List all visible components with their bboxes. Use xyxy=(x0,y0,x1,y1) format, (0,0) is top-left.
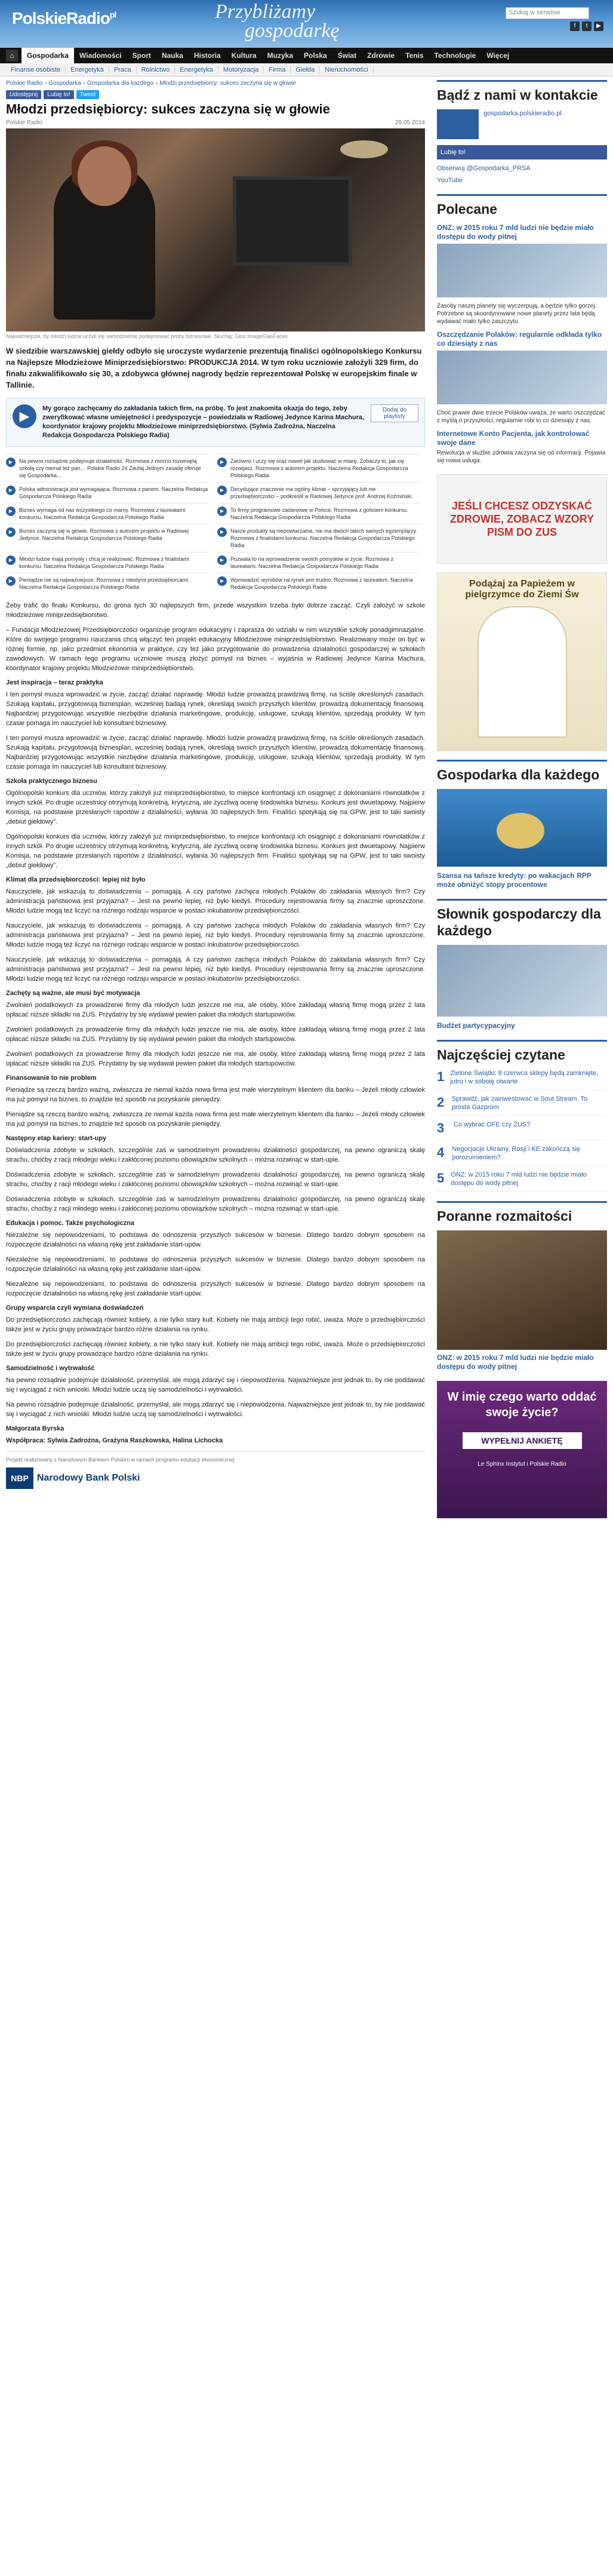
list-item[interactable] xyxy=(437,1021,607,1030)
fb-like-button[interactable]: Lubię to! xyxy=(437,145,607,159)
news-image xyxy=(437,244,607,297)
nav-item-muzyka[interactable]: Muzyka xyxy=(267,51,294,60)
search-input[interactable]: Szukaj w serwisie xyxy=(506,7,589,19)
audio-item[interactable] xyxy=(217,503,420,524)
gospodarka-title: Gospodarka dla każdego xyxy=(437,767,600,782)
slownik-image xyxy=(437,945,607,1017)
paragraph: Doświadczenia zdobyte w szkołach, szczególnie zaś w samodzielnym prowadzeniu działalności gospodarczej, na pewno ograniczą skalę strachu, choćby z racji młodego wieku i zakłóconej poziomu obowiązków szkolnych – można rozwinąć w start-upie. xyxy=(6,1171,425,1188)
tagline xyxy=(215,2,340,41)
poranne-box xyxy=(437,1201,607,1371)
news-title[interactable]: Budżet partycypacyjny xyxy=(437,1021,515,1030)
news-title[interactable]: ONZ: w 2015 roku 7 mld ludzi nie będzie miało dostępu do wody pitnej xyxy=(437,223,594,241)
tweet-button[interactable]: Tweet xyxy=(76,90,100,99)
slownik-box xyxy=(437,899,607,1030)
audio-item-text: Wprowadzić wyrobów na rynek jest trudno. Rozmowa z laureatem. Naczelna Redakcja Gospodarcza Polskiego Radia xyxy=(230,577,413,590)
section-heading: Finansowanie to nie problem xyxy=(6,1074,97,1082)
subnav-item[interactable]: Giełda xyxy=(291,66,320,73)
nbp-abbr: NBP xyxy=(6,1467,33,1489)
nav-item-gospodarka[interactable]: Gospodarka xyxy=(21,48,74,63)
czytane-title: Najczęściej czytane xyxy=(437,1047,565,1063)
audio-item[interactable] xyxy=(217,482,420,503)
subnav-item[interactable]: Energetyka xyxy=(175,66,218,73)
breadcrumb-item[interactable]: Polskie Radio xyxy=(6,80,43,87)
tagline-line1: Przybliżamy xyxy=(215,1,316,23)
pope-figure xyxy=(478,606,567,738)
twitter-icon[interactable]: t xyxy=(582,22,592,31)
section-heading: Następny etap kariery: start-upy xyxy=(6,1135,107,1142)
news-title[interactable]: Szansa na tańsze kredyty: po wakacjach RPP może obniżyć stopy procentowe xyxy=(437,871,592,889)
list-item[interactable] xyxy=(437,429,607,465)
news-desc: Zasoby naszej planety się wyczerpują, a będzie tylko gorzej. Potrzebne są skoordynowane nowe planety przez lata będą wydawać mało tylko zaszczytu. xyxy=(437,303,597,325)
paragraph: Ogólnopolski konkurs dla uczniów, którzy założyli już miniprzedsiębiorstwo, to miejsce konfrontacji ich osiągnięć z dokonaniami równolatków z innych szkół. Po drugie uczestnicy otrzymują konkretną, krytyczną, ale życzliwą ocenę środowiska biznesu. Konkurs jest dwuetapowy. Najpierw Komisja, na podstawie przesłanych raportów z działalności, wyłania 30 najlepszych firm. Finaliści spotykają się na GPW, jest to taki swoisty „debiut giełdowy”. xyxy=(6,790,425,825)
gospodarka-box xyxy=(437,760,607,889)
paragraph: I ten pomysł musza wprowadzić w życie, zacząć działać naprawdę. Młodzi ludzie prowadzą prawdziwą firmę, na ściśle określonych zasadach. Szukają kapitału, przygotowują biznesplan, wcześniej badają rynek, określają swoich przyszłych klientów, prowadzą dokumentację finansową. Najbardziej przygotowując wszystkie niezbędne działania marketingowe, produkcję, usługowe, szukają klientów, sprzedają produkty. W tym czasie pomaga im nauczyciel lub konsultant biznesowy. xyxy=(6,735,425,770)
home-icon[interactable]: ⌂ xyxy=(6,50,18,62)
logo-suffix: pl xyxy=(109,10,116,20)
play-icon[interactable]: ▶ xyxy=(6,555,16,565)
audio-item-text: Polska administracja jest wymagająca. Rozmowa z panem. Naczelna Redakcja Gospodarcza Polskiego Radia xyxy=(19,486,208,499)
survey-ad[interactable] xyxy=(437,1381,607,1518)
subnav-item[interactable]: Energetyka xyxy=(66,66,109,73)
rank-number: 1 xyxy=(437,1069,445,1084)
nav-item-wiecej[interactable]: Więcej xyxy=(486,51,510,60)
paragraph: Niezależne się nepowodzeniami, to podstawa do odnoszenia przyszłych sukcesów w biznesie. Dlatego bardzo dobrym sposobem na rozpoczęcie działalności na własną rękę jest zakładanie start-upów. xyxy=(6,1232,425,1248)
section-heading: Edukacja i pomoc. Także psychologiczna xyxy=(6,1220,134,1227)
list-item[interactable] xyxy=(437,871,607,889)
news-title[interactable]: Internetowe Konto Pacjenta, jak kontrolować swoje dane xyxy=(437,429,590,447)
audio-item[interactable] xyxy=(217,573,420,594)
contact-link[interactable]: gospodarka.polskieradio.pl xyxy=(483,110,562,117)
list-item[interactable] xyxy=(437,1171,607,1192)
main-nav xyxy=(0,48,613,63)
list-item[interactable] xyxy=(437,1353,607,1371)
fill-survey-button[interactable]: WYPEŁNIJ ANKIETĘ xyxy=(463,1432,582,1449)
news-title[interactable]: ONZ: w 2015 roku 7 mld ludzi nie będzie miało dostępu do wody pitnej xyxy=(437,1353,594,1371)
breadcrumb: Polskie Radio › Gospodarka › Gospodarka dla każdego › Młodzi przedsiębiorcy: sukces zaczyna się w głowie xyxy=(6,80,297,87)
youtube-icon[interactable]: ▶ xyxy=(594,22,603,31)
header xyxy=(0,0,613,48)
add-to-playlist-button[interactable]: Dodaj do playlisty xyxy=(371,404,418,422)
sub-nav xyxy=(0,63,613,76)
audio-item[interactable] xyxy=(6,573,209,594)
coin-shape xyxy=(497,813,544,849)
play-icon[interactable]: ▶ xyxy=(217,506,227,516)
audio-list xyxy=(6,454,425,594)
news-desc: Rewolucja w służbie zdrowia zaczyna się od informacji. Pojawia się nowa usługa. xyxy=(437,450,606,464)
contact-title: Bądź z nami w kontakcie xyxy=(437,87,598,103)
contact-card[interactable] xyxy=(437,109,607,139)
coin-image xyxy=(437,789,607,867)
content-layout xyxy=(0,76,613,1518)
article-date: 29.05.2014 xyxy=(395,119,425,126)
play-icon[interactable]: ▶ xyxy=(217,555,227,565)
person-head xyxy=(78,146,131,206)
audio-item-text: Biznes wymaga od nas wszystkiego co mamy. Rozmowa z laureatami konkursu, Naczelna Redakcja Gospodarcza Polskiego Radia xyxy=(19,507,186,520)
list-item[interactable] xyxy=(437,1145,607,1166)
logo-text: PolskieRadio xyxy=(12,9,110,27)
play-icon[interactable]: ▶ xyxy=(217,527,227,537)
nav-item-swiat[interactable]: Świat xyxy=(337,51,357,60)
paragraph: Na pewno rozsądnie podejmuje działalność, przemyślał, ale mogą zdarzyć się i niepowodzenia. Najważniejsze jest jednak to, by nie poddawać się i wyciągać z nich wnioski. Młodzi ludzie uczą się samodzielności i wytrwałości. xyxy=(6,1401,425,1418)
partner-box xyxy=(6,1451,425,1489)
monitor-shape xyxy=(233,176,352,266)
audio-item[interactable] xyxy=(6,482,209,503)
audio-item-text: Biznes zaczyna się w głowie. Rozmowa z autorem projektu w Radiowej Jedynce. Naczelna Redakcja Gospodarcza Polskiego Radia xyxy=(19,528,189,541)
nbp-name: Narodowy Bank Polski xyxy=(37,1473,140,1483)
subnav-item[interactable]: Firma xyxy=(264,66,291,73)
nav-item-tenis[interactable]: Tenis xyxy=(405,51,424,60)
paragraph: Niezależne się nepowodzeniami, to podstawa do odnoszenia przyszłych sukcesów w biznesie. Dlatego bardzo dobrym sposobem na rozpoczęcie działalności na własną rękę jest zakładanie start-upów. xyxy=(6,1281,425,1297)
survey-by: Le Sphinx Instytut i Polskie Radio xyxy=(478,1461,566,1467)
sidebar xyxy=(437,76,607,1518)
paragraph: – Fundacja Młodzieżowej Przedsiębiorczości organizuje program edukacyjny i zaprasza do udziału w nim wszystkie szkoły ponadgimnazjalne. Które do swojego programu nauczania chcą włączyć ten projekt edukacyjny Młodzieżowe miniprzedsiębiorstwo. Realizowany może on być w różnej formie, np. jako przedmiot ekonomia w praktyce, czy też jako przygotowanie do prowadzenia działalności gospodarczej w szkołach zawodowych. W ramach tego programu uczniowie muszą złożyć pomysł na biznes – wyjaśnia w Radiowej Jedynce Karina Machura, koordynator krajowy projektu Młodzieżowe miniprzedsiębiorstwo. xyxy=(6,627,425,672)
facebook-share-button[interactable]: Udostępnij xyxy=(6,90,41,99)
nav-item-sport[interactable]: Sport xyxy=(132,51,151,60)
news-desc: Choć prawie dwie trzecie Polaków uważa, że warto oszczędzać z myślą o przyszłości, regularnie robi to co dziesiąty z nas. xyxy=(437,410,605,424)
paragraph: Nauczyciele, jak wskazują to doświadczenia – pomagają. A czy państwo zachęca młodych Polaków do zakładania własnych firm? Czy administracja państwowa jest przyjazna? – Jest na pewno lepiej, niż było kiedyś. Procedury rejestrowania firmy są znacznie uproszczone. Młodzi ludzie mogą też liczyć na różnego rodzaju wsparcie w postaci inkubatorów przedsiębiorczości. xyxy=(6,888,425,914)
polecane-box xyxy=(437,194,607,465)
paragraph: Nauczyciele, jak wskazują to doświadczenia – pomagają. A czy państwo zachęca młodych Polaków do zakładania własnych firm? Czy administracja państwowa jest przyjazna? – Jest na pewno lepiej, niż było kiedyś. Procedury rejestrowania firmy są znacznie uproszczone. Młodzi ludzie mogą też liczyć na różnego rodzaju wsparcie w postaci inkubatorów przedsiębiorczości. xyxy=(6,922,425,948)
subnav-item[interactable]: Finanse osobiste xyxy=(6,66,66,73)
play-icon[interactable]: ▶ xyxy=(6,506,16,516)
youtube-link[interactable]: YouTube xyxy=(437,177,463,184)
breadcrumb-item[interactable]: Gospodarka xyxy=(48,80,81,87)
zus-ad[interactable] xyxy=(437,474,607,564)
read-title[interactable]: Negocjacje Ukrainy, Rosji i KE zakończą się porozumieniem? xyxy=(452,1146,580,1161)
ad-text: JEŚLI CHCESZ ODZYSKAĆ ZDROWIE, ZOBACZ WZORY PISM DO ZUS xyxy=(449,500,594,538)
article-column xyxy=(6,76,430,1518)
audio-item-text: Pieniądze nie są najważniejsze. Rozmowa z młodymi przedsiębiorcami. Naczelna Redakcja Gospodarcza Polskiego Radia xyxy=(19,577,190,590)
slownik-title: Słownik gospodarczy dla każdego xyxy=(437,906,601,938)
nav-item-nauka[interactable]: Nauka xyxy=(161,51,183,60)
rank-number: 4 xyxy=(437,1145,445,1160)
audio-item[interactable] xyxy=(217,524,420,552)
subnav-item[interactable]: Praca xyxy=(109,66,137,73)
polecane-title: Polecane xyxy=(437,201,497,217)
play-icon[interactable]: ▶ xyxy=(217,486,227,495)
paragraph: Doświadczenia zdobyte w szkołach, szczególnie zaś w samodzielnym prowadzeniu działalności gospodarczej, na pewno ograniczą skalę strachu, choćby z racji młodego wieku i zakłóconej poziomu obowiązków szkolnych – można rozwinąć w start-upie. xyxy=(6,1147,425,1163)
audio-item[interactable] xyxy=(6,454,209,482)
pope-poster[interactable] xyxy=(437,572,607,751)
play-icon[interactable]: ▶ xyxy=(13,404,36,428)
rank-number: 2 xyxy=(437,1095,445,1110)
paragraph: Do przedsiębiorczości zachęcają również kobiety, a nie tylko stary kult. Kobiety nie mają ambicji tego robić, uważa. Może o przedsiębiorczości także jest w życiu grupy prowadzące bardzo różne działania na rynku. xyxy=(6,1341,425,1358)
section-heading: Grupy wsparcia czyli wymiana doświadczeń xyxy=(6,1304,144,1312)
paragraph: Do przedsiębiorczości zachęcają również kobiety, a nie tylko stary kult. Kobiety nie mają ambicji tego robić, uważa. Może o przedsiębiorczości także jest w życiu grupy prowadzące bardzo różne działania na rynku. xyxy=(6,1316,425,1333)
section-heading: Jest inspiracja – teraz praktyka xyxy=(6,679,103,686)
audio-quote-box xyxy=(6,398,425,447)
paragraph: Na pewno rozsądnie podejmuje działalność, przemyślał, ale mogą zdarzyć się i niepowodzenia. Najważniejsze jest jednak to, by nie poddawać się i wyciągać z nich wnioski. Młodzi ludzie uczą się samodzielności i wytrwałości. xyxy=(6,1377,425,1393)
list-item[interactable] xyxy=(437,1095,607,1116)
article-body xyxy=(6,601,425,1489)
lamp-shape xyxy=(340,140,388,158)
read-title[interactable]: Co wybrać OFE czy ZUS? xyxy=(454,1121,531,1128)
paragraph: Pieniądze są rzeczą bardzo ważną, zwłaszcza że niemal każda nowa firma jest małe wierzytelnym klientem dla banku – Jeżeli młody człowiek ma już pomysł na biznes, to znajdzie też sposób na pozyskanie pieniędzy. xyxy=(6,1111,425,1128)
audio-item[interactable] xyxy=(6,524,209,552)
rank-number: 3 xyxy=(437,1120,445,1135)
article-photo xyxy=(6,128,425,331)
audio-item[interactable] xyxy=(6,552,209,573)
list-item[interactable] xyxy=(437,223,607,326)
subnav-item[interactable]: Motoryzacja xyxy=(218,66,264,73)
audio-item-text: Na pewno rozsądnie podejmuje działalność. Rozmowa z mocno rozwiniętą szkołą czy niemal też pan… Polskie Radio 24 Zaufaj Jednym zasadę oferuje się Gospodarka... xyxy=(19,458,201,478)
contact-box xyxy=(437,80,607,185)
paragraph: Zwolnień podatkowych za prowadzenie firmy dla młodych ludzi jeszcze nie ma, ale osoby, które zakładają własną firmę mogą przez 2 lata opłacać niższe składki na ZUS. Przydatny by się wydawał pewien pakiet dla młodych startupowców. xyxy=(6,1026,425,1043)
news-title[interactable]: Oszczędzanie Polaków: regularnie odkłada tylko co dziesiąty z nas xyxy=(437,330,602,348)
subnav-item[interactable]: Nieruchomości xyxy=(320,66,374,73)
nav-item-kultura[interactable]: Kultura xyxy=(231,51,257,60)
share-bar xyxy=(6,90,425,99)
nav-item-zdrowie[interactable]: Zdrowie xyxy=(367,51,395,60)
play-icon[interactable]: ▶ xyxy=(6,458,16,467)
nbp-logo[interactable] xyxy=(6,1467,425,1489)
list-item[interactable] xyxy=(437,330,607,425)
survey-question: W imię czego warto oddać swoje życie? xyxy=(447,1390,597,1419)
read-title[interactable]: Sprawdź, jak zainwestować w Sout Stream. To prosta Gazprom xyxy=(451,1095,588,1111)
section-heading: Zachęty są ważne, ale musi być motywacja xyxy=(6,990,140,997)
page-title: Młodzi przedsiębiorcy: sukces zaczyna się w głowie xyxy=(6,102,330,116)
audio-item-text: Nasze produkty są niepowtarzalne, nie ma dwóch takich samych egzemplarzy. Rozmowa z finalistami konkursu. Naczelna Redakcja Gospodarcza Polskiego Radia xyxy=(230,528,417,548)
partner-label: Projekt realizowany z Narodowym Bankiem Polskim w ramach programu edukacji ekonomicznej xyxy=(6,1457,235,1463)
photo-caption: Najważniejsze, by młodzi ludzie uczyli się samodzielnie podejmować próby biznesowe. Słuchaj: Głos ImageGlasFaces xyxy=(6,333,288,339)
play-icon[interactable]: ▶ xyxy=(6,576,16,586)
play-icon[interactable]: ▶ xyxy=(6,486,16,495)
audio-item-text: Pozwala to na wprowadzenie swoich pomysłów w życie. Rozmowa z laureatami. Naczelna Redakcja Gospodarcza Polskiego Radia xyxy=(230,556,394,569)
twitter-follow[interactable]: Obserwuj @Gospodarka_PRSA xyxy=(437,165,531,172)
tagline-line2: gospodarkę xyxy=(245,20,340,42)
audio-item[interactable] xyxy=(217,552,420,573)
paragraph: Niezależne się nepowodzeniami, to podstawa do odnoszenia przyszłych sukcesów w biznesie. Dlatego bardzo dobrym sposobem na rozpoczęcie działalności na własną rękę jest zakładanie start-upów. xyxy=(6,1256,425,1273)
audio-item-text: To firmy programowe zadaniowe w Polsce. Rozmowa z gościem konkursu. Naczelna Redakcja Gospodarcza Polskiego Radia xyxy=(230,507,408,520)
article-lead: W siedzibie warszawskiej giełdy odbyło się uroczyste wydarzenie prezentują finaliści ogólnopolskiego Konkursu na Najlepsze Młodzieżowe Miniprzedsiębiorstwo: PRODUKCJA 2014. W tym roku uczniowie założyli 329 firm, do finału zakwalifikowało się 30, a zdobywca głównej nagrody będzie reprezentował Polskę w europejskim finale w Tallinie. xyxy=(6,346,422,389)
facebook-icon[interactable]: f xyxy=(570,22,580,31)
social-links xyxy=(570,22,603,31)
like-button[interactable]: Lubię to! xyxy=(44,90,73,99)
nav-item-technologie[interactable]: Technologie xyxy=(434,51,476,60)
play-icon[interactable]: ▶ xyxy=(217,458,227,467)
poranne-title: Poranne rozmaitości xyxy=(437,1208,572,1224)
paragraph: Pieniądze są rzeczą bardzo ważną, zwłaszcza że niemal każda nowa firma jest małe wierzytelnym klientem dla banku – Jeżeli młody człowiek ma już pomysł na biznes, to znajdzie też sposób na pozyskanie pieniędzy. xyxy=(6,1086,425,1103)
poranne-image xyxy=(437,1230,607,1350)
paragraph: Żeby trafić do finału Konkursu, do grona tych 30 najlepszych firm, przede wszystkim trzeba było dobrze zacząć. Czyli założyć w szkole młodzieżowe miniprzedsiębiorstwo. xyxy=(6,602,425,619)
section-heading: Klimat dla przedsiębiorczości: lepiej niż było xyxy=(6,876,146,883)
list-item[interactable] xyxy=(437,1069,607,1090)
subnav-item[interactable]: Rolnictwo xyxy=(137,66,175,73)
play-icon[interactable]: ▶ xyxy=(217,576,227,586)
list-item[interactable] xyxy=(437,1120,607,1140)
paragraph: Zwolnień podatkowych za prowadzenie firmy dla młodych ludzi jeszcze nie ma, ale osoby, które zakładają własną firmę mogą przez 2 lata opłacać niższe składki na ZUS. Przydatny by się wydawał pewien pakiet dla młodych startupowców. xyxy=(6,1051,425,1067)
nav-item-polska[interactable]: Polska xyxy=(304,51,327,60)
paragraph: Nauczyciele, jak wskazują to doświadczenia – pomagają. A czy państwo zachęca młodych Polaków do zakładania własnych firm? Czy administracja państwowa jest przyjazna? – Jest na pewno lepiej, niż było kiedyś. Procedury rejestrowania firmy są znacznie uproszczone. Młodzi ludzie mogą też liczyć na różnego rodzaju wsparcie w postaci inkubatorów przedsiębiorczości. xyxy=(6,956,425,982)
breadcrumb-item: Młodzi przedsiębiorcy: sukces zaczyna się w głowie xyxy=(159,80,297,87)
logo[interactable] xyxy=(12,9,116,28)
paragraph: Zwolnień podatkowych za prowadzenie firmy dla młodych ludzi jeszcze nie ma, ale osoby, które zakładają własną firmę mogą przez 2 lata opłacać niższe składki na ZUS. Przydatny by się wydawał pewien pakiet dla młodych startupowców. xyxy=(6,1002,425,1018)
read-title[interactable]: ONZ: w 2015 roku 7 mld ludzi nie będzie miało dostępu do wody pitnej xyxy=(451,1171,587,1187)
play-icon[interactable]: ▶ xyxy=(6,527,16,537)
nav-item-historia[interactable]: Historia xyxy=(193,51,221,60)
poster-title: Podążaj za Papieżem w pielgrzymce do Ziemi Św xyxy=(465,579,579,600)
article-source: Polskie Radio xyxy=(6,119,43,126)
paragraph: I ten pomysł musza wprowadzić w życie, zacząć działać naprawdę. Młodzi ludzie prowadzą prawdziwą firmę, na ściśle określonych zasadach. Szukają kapitału, przygotowują biznesplan, wcześniej badają rynek, określają swoich przyszłych klientów, prowadzą dokumentację finansową. Najbardziej przygotowując wszystkie niezbędne działania marketingowe, produkcję, usługowe, szukają klientów, sprzedają produkty. W tym czasie pomaga im nauczyciel lub konsultant biznesowy. xyxy=(6,691,425,727)
radio-logo xyxy=(437,109,479,139)
article-meta xyxy=(6,119,425,126)
nav-item-wiadomosci[interactable]: Wiadomości xyxy=(79,51,122,60)
audio-item-text: Decydujące znaczenie ma ogólny klimat – sprzyjający lub nie przedsiębiorczości – podkreślił w Radiowej Jedynce prof. Andrzej Koźmiński. xyxy=(230,486,413,499)
article-author: Małgorzata Byrska xyxy=(6,1425,64,1432)
breadcrumb-item[interactable]: Gospodarka dla każdego xyxy=(87,80,154,87)
section-heading: Samodzielność i wytrwałość xyxy=(6,1365,95,1372)
czytane-box xyxy=(437,1040,607,1192)
audio-item[interactable] xyxy=(217,454,420,482)
news-image xyxy=(437,351,607,404)
audio-item-text: Zarówno i uczy się oraz nawet jak studiować w miarę. Zobaczy to, jak się rozwijasz. Rozmowa z autorem projektu. Naczelna Redakcja Gospodarcza Polskiego Radia xyxy=(230,458,408,478)
article-credits: Współpraca: Sylwia Zadrożna, Grażyna Raszkowska, Halina Lichocka xyxy=(6,1437,223,1444)
paragraph: Doświadczenia zdobyte w szkołach, szczególnie zaś w samodzielnym prowadzeniu działalności gospodarczej, na pewno ograniczą skalę strachu, choćby z racji młodego wieku i zakłóconej poziomu obowiązków szkolnych – można rozwinąć w start-upie. xyxy=(6,1196,425,1212)
audio-item-text: Młodzi ludzie mają pomysły i chcą je realizować. Rozmowa z finalistami konkursu. Naczelna Redakcja Gospodarcza Polskiego Radia xyxy=(19,556,189,569)
audio-item[interactable] xyxy=(6,503,209,524)
quote-text: My gorąco zachęcamy do zakładania takich firm, na próbę. To jest znakomita okazja do tego, żeby zweryfikować własne umiejętności i predyspozycje – powiedziała w Radiowej Jedynce Karina Machura, koordynator krajowy projektu Młodzieżowe miniprzedsiębiorstwo. (Sylwia Zadrożna, Naczelna Redakcja Gospodarcza Polskiego Radia) xyxy=(42,405,365,439)
read-title[interactable]: Zielone Świątki: 8 czerwca sklepy będą zamknięte, jutro i w sobotę otwarte xyxy=(450,1070,599,1085)
section-heading: Szkoła praktycznego biznesu xyxy=(6,778,97,785)
rank-number: 5 xyxy=(437,1171,445,1186)
paragraph: Ogólnopolski konkurs dla uczniów, którzy założyli już miniprzedsiębiorstwo, to miejsce konfrontacji ich osiągnięć z dokonaniami równolatków z innych szkół. Po drugie uczestnicy otrzymują konkretną, krytyczną, ale życzliwą ocenę środowiska biznesu. Konkurs jest dwuetapowy. Najpierw Komisja, na podstawie przesłanych raportów z działalności, wyłania 30 najlepszych firm. Finaliści spotykają się na GPW, jest to taki swoisty „debiut giełdowy”. xyxy=(6,833,425,869)
